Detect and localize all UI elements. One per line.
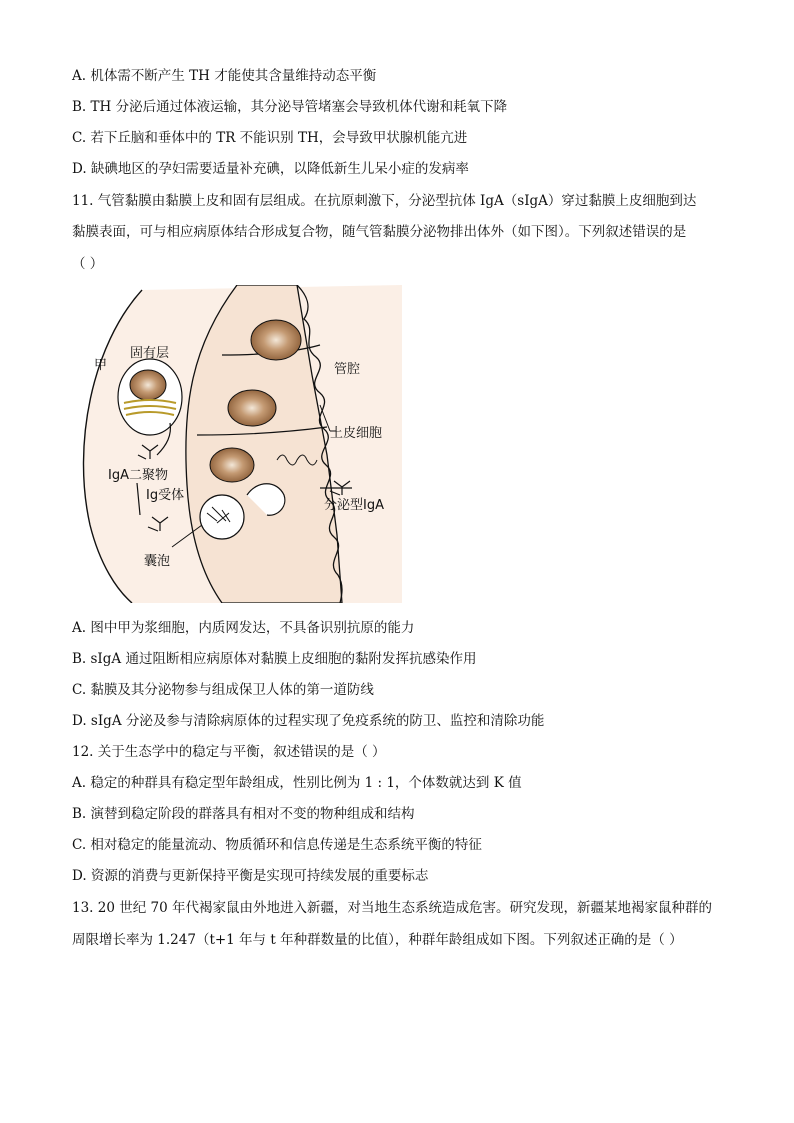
q12-option-b: B. 演替到稳定阶段的群落具有相对不变的物种组成和结构 [72, 806, 415, 822]
q12-option-a: A. 稳定的种群具有稳定型年龄组成，性别比例为 1 : 1，个体数就达到 K 值 [72, 775, 522, 791]
q10-option-c: C. 若下丘脑和垂体中的 TR 不能识别 TH，会导致甲状腺机能亢进 [72, 130, 468, 146]
plasma-cell-nucleus [130, 370, 166, 400]
q10-option-b: B. TH 分泌后通过体液运输，其分泌导管堵塞会导致机体代谢和耗氧下降 [72, 99, 508, 115]
q10-option-d: D. 缺碘地区的孕妇需要适量补充碘，以降低新生儿呆小症的发病率 [72, 161, 469, 177]
epithelial-nucleus-1 [251, 320, 301, 360]
label-shangpi: 上皮细胞 [330, 426, 383, 441]
q12-option-d: D. 资源的消费与更新保持平衡是实现可持续发展的重要标志 [72, 868, 429, 884]
label-ig-receptor: Ig受体 [146, 488, 185, 503]
q12-option-c: C. 相对稳定的能量流动、物质循环和信息传递是生态系统平衡的特征 [72, 837, 482, 853]
label-jia: 甲 [94, 358, 108, 373]
q11-stem-line1: 11. 气管黏膜由黏膜上皮和固有层组成。在抗原刺激下，分泌型抗体 IgA（sIgA）穿过黏膜上皮细胞到达 [72, 193, 697, 209]
label-nangpao: 囊泡 [144, 554, 171, 569]
epithelial-nucleus-3 [210, 448, 254, 482]
q12-stem: 12. 关于生态学中的稳定与平衡，叙述错误的是（ ） [72, 744, 386, 760]
q13-stem-line2: 周限增长率为 1.247（t+1 年与 t 年种群数量的比值），种群年龄组成如下图。下列叙述正确的是（ ） [72, 932, 683, 948]
q11-option-c: C. 黏膜及其分泌物参与组成保卫人体的第一道防线 [72, 682, 374, 698]
label-iga-dimer: IgA二聚物 [108, 468, 168, 483]
label-guyouceng: 固有层 [130, 346, 170, 361]
q11-option-a: A. 图中甲为浆细胞，内质网发达，不具备识别抗原的能力 [72, 620, 415, 636]
label-guanqiang: 管腔 [334, 362, 361, 377]
q11-option-d: D. sIgA 分泌及参与清除病原体的过程实现了免疫系统的防卫、监控和清除功能 [72, 713, 545, 729]
q11-stem-line2: 黏膜表面，可与相应病原体结合形成复合物，随气管黏膜分泌物排出体外（如下图）。下列叙述错误的是 [72, 224, 687, 240]
q11-stem-line3: （ ） [72, 256, 104, 272]
q13-stem-line1: 13. 20 世纪 70 年代褐家鼠由外地进入新疆，对当地生态系统造成危害。研究发现，新疆某地褐家鼠种群的 [72, 900, 712, 916]
q10-option-a: A. 机体需不断产生 TH 才能使其含量维持动态平衡 [72, 68, 377, 84]
mucosa-diagram [72, 285, 402, 603]
epithelial-nucleus-2 [228, 390, 276, 426]
q11-option-b: B. sIgA 通过阻断相应病原体对黏膜上皮细胞的黏附发挥抗感染作用 [72, 651, 477, 667]
label-fenmi-iga: 分泌型IgA [324, 498, 384, 513]
